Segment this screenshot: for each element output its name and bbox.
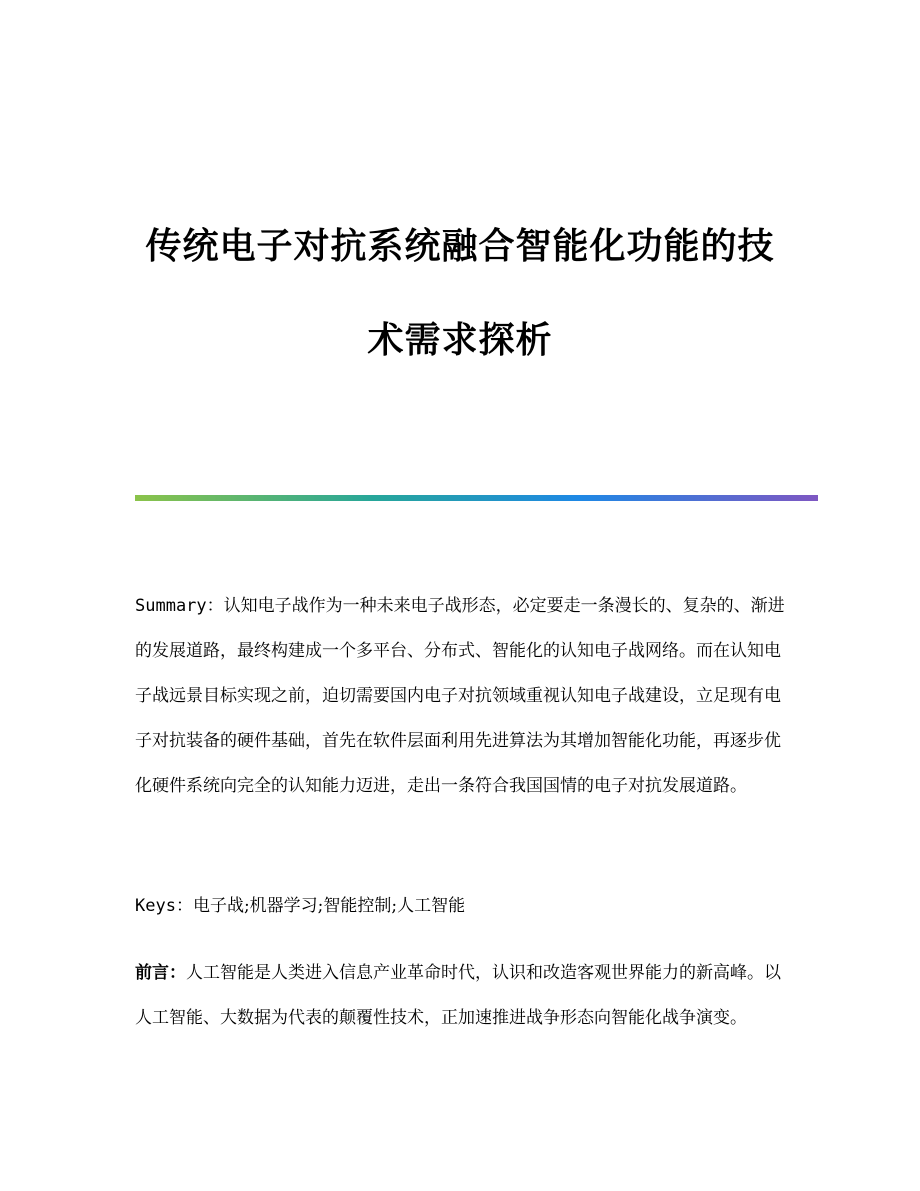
summary-text: 认知电子战作为一种未来电子战形态，必定要走一条漫长的、复杂的、渐进的发展道路，最终构建成一个多平台、分布式、智能化的认知电子战网络。而在认知电子战远景目标实现之前，迫切需要国内电子对抗领域重视认知电子战建设，立足现有电子对抗装备的硬件基础，首先在软件层面利用先进算法为其增加智能化功能，再逐步优化硬件系统向完全的认知能力迈进，走出一条符合我国国情的电子对抗发展道路。 xyxy=(135,596,785,796)
summary-label: Summary： xyxy=(135,596,224,616)
title-divider xyxy=(135,495,818,501)
preface-label: 前言： xyxy=(135,963,186,983)
document-title-line-2: 术需求探析 xyxy=(367,319,553,361)
preface-text: 人工智能是人类进入信息产业革命时代，认识和改造客观世界能力的新高峰。以人工智能、大数据为代表的颠覆性技术，正加速推进战争形态向智能化战争演变。 xyxy=(135,963,781,1028)
document-title-line-1: 传统电子对抗系统融合智能化功能的技 xyxy=(145,225,775,267)
summary-paragraph xyxy=(135,584,785,809)
preface-paragraph xyxy=(135,951,785,1041)
keywords-label: Keys： xyxy=(135,896,193,916)
keywords-text: 电子战;机器学习;智能控制;人工智能 xyxy=(192,896,466,916)
keywords-paragraph xyxy=(135,884,785,929)
